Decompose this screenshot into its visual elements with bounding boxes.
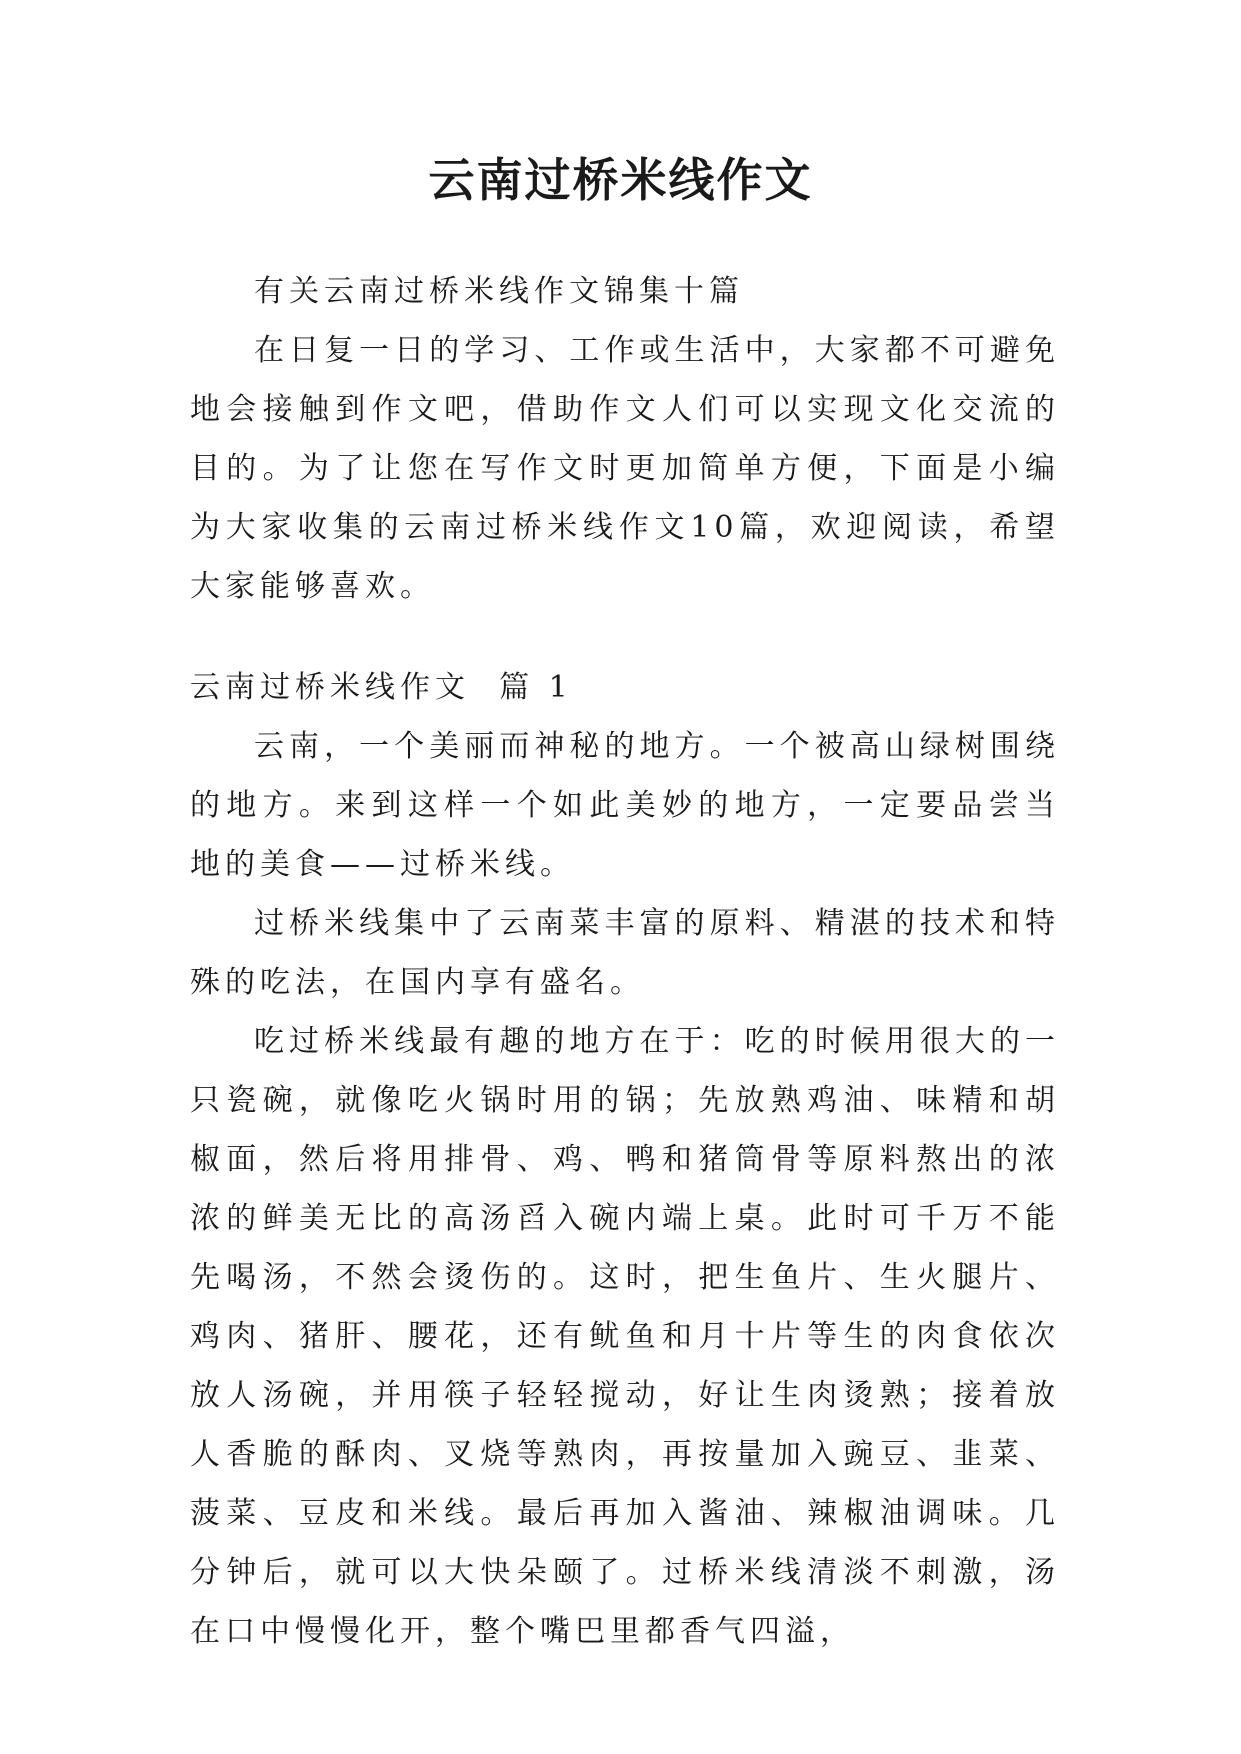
section-heading: 云南过桥米线作文 篇 1	[190, 670, 573, 705]
body-paragraph: 云南，一个美丽而神秘的地方。一个被高山绿树围绕的地方。来到这样一个如此美妙的地方，一定要品尝当地的美食——过桥米线。	[190, 729, 1060, 882]
intro-heading: 有关云南过桥米线作文锦集十篇	[254, 274, 744, 309]
body-paragraph: 过桥米线集中了云南菜丰富的原料、精湛的技术和特殊的吃法，在国内享有盛名。	[190, 906, 1060, 1000]
document-body	[190, 262, 1060, 1661]
body-paragraph: 吃过桥米线最有趣的地方在于：吃的时候用很大的一只瓷碗，就像吃火锅时用的锅；先放熟鸡油、味精和胡椒面，然后将用排骨、鸡、鸭和猪筒骨等原料熬出的浓浓的鲜美无比的高汤舀入碗内端上桌。此时可千万不能先喝汤，不然会烫伤的。这时，把生鱼片、生火腿片、鸡肉、猪肝、腰花，还有鱿鱼和月十片等生的肉食依次放人汤碗，并用筷子轻轻搅动，好让生肉烫熟；接着放人香脆的酥肉、叉烧等熟肉，再按量加入豌豆、韭菜、菠菜、豆皮和米线。最后再加入酱油、辣椒油调味。几分钟后，就可以大快朵颐了。过桥米线清淡不刺激，汤在口中慢慢化开，整个嘴巴里都香气四溢，	[190, 1024, 1060, 1649]
document-title: 云南过桥米线作文	[428, 153, 813, 207]
section-gap	[190, 616, 1060, 658]
intro-paragraph: 在日复一日的学习、工作或生活中，大家都不可避免地会接触到作文吧，借助作文人们可以实现文化交流的目的。为了让您在写作文时更加简单方便，下面是小编为大家收集的云南过桥米线作文10篇，欢迎阅读，希望大家能够喜欢。	[190, 333, 1060, 604]
